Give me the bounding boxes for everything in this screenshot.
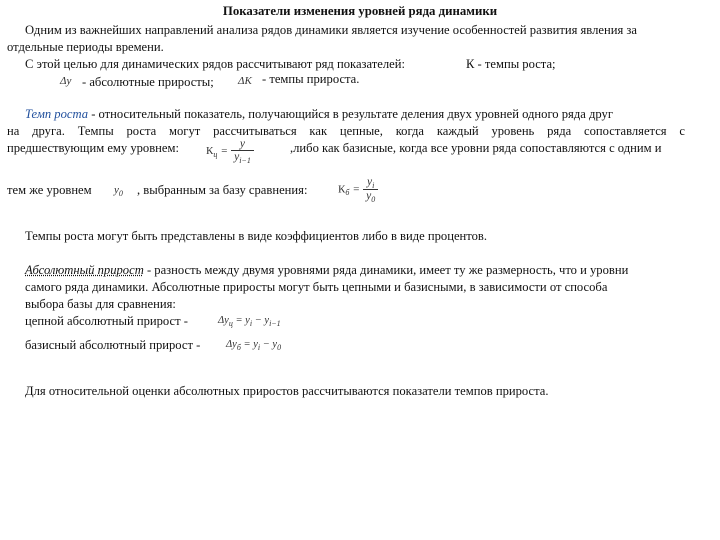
absolute-line-1-rest: - разность между двумя уровнями ряда динамики, имеет ту же размерность, что и уровни [146,263,629,277]
chain-num: y [239,138,246,150]
basic-absolute-label: базисный абсолютный прирост - [25,338,201,352]
chain-growth-fraction [231,138,254,164]
y0-symbol: $y_0$ [114,184,123,198]
growth-forms-note: Темпы роста могут быть представлены в виде коэффициентов либо в виде процентов. [25,229,488,243]
k-letter: К [206,144,214,157]
tempy-line-3a: предшествующим ему уровнем: [7,141,179,155]
basic-num: $y_i$ [367,176,375,190]
chain-den: $y_{i-1}$ [231,150,254,164]
closing-note: Для относительной оценки абсолютных приростов рассчитываются показатели темпов прироста. [25,384,549,398]
absolute-line-1 [25,262,628,278]
intro-k-growth: К - темпы роста; [466,57,556,71]
k-sub: ц [213,149,218,159]
intro-line-3: С этой целью для динамических рядов рассчитывают ряд показателей: [25,57,405,71]
tempy-line-3b: ,либо как базисные, когда все уровни ряда сопоставляются с одним и [290,141,662,155]
basic-absolute-formula: $\Delta y_б = y_i - y_0$ [226,339,282,352]
tempy-line-4b: , выбранным за базу сравнения: [137,183,308,197]
basic-growth-fraction [363,176,378,203]
chain-growth-formula: $К_ц$ = $\frac{y}{y_{i-1}}$ [206,138,254,164]
basic-den: $y_0$ [363,189,378,203]
chain-absolute-formula: $\Delta y_ц = y_i - y_{i-1}$ [218,315,281,328]
tempy-line-2: на друга. Темпы роста могут рассчитываться как цепные, когда каждый уровень ряда сопоставляется с [7,124,685,138]
intro-line-1: Одним из важнейших направлений анализа рядов динамики является изучение особенностей развития явления за [25,23,637,37]
absolute-term: Абсолютный прирост [25,263,144,277]
tempy-line-4a: тем же уровнем [7,183,92,197]
intro-line-2: отдельные периоды времени. [7,40,164,54]
delta-k-symbol: ΔK [238,75,252,87]
chain-absolute-label: цепной абсолютный прирост - [25,314,188,328]
page-title: Показатели изменения уровней ряда динамики [222,4,498,18]
intro-growth-label: - темпы прироста. [262,72,360,86]
tempy-term: Темп роста [25,107,89,121]
tempy-line-1 [25,106,613,122]
absolute-line-3: выбора базы для сравнения: [25,297,176,311]
basic-growth-formula: $К_б$ = $\frac{y_i}{y_0}$ [338,176,378,203]
tempy-line-1-rest: - относительный показатель, получающийся в результате деления двух уровней одного ряда друг [91,107,613,121]
absolute-line-2: самого ряда динамики. Абсолютные приросты могут быть цепными и базисными, в зависимости от способа [25,280,608,294]
intro-absolute-label: - абсолютные приросты; [82,75,214,89]
delta-y-symbol: Δy [60,75,72,87]
